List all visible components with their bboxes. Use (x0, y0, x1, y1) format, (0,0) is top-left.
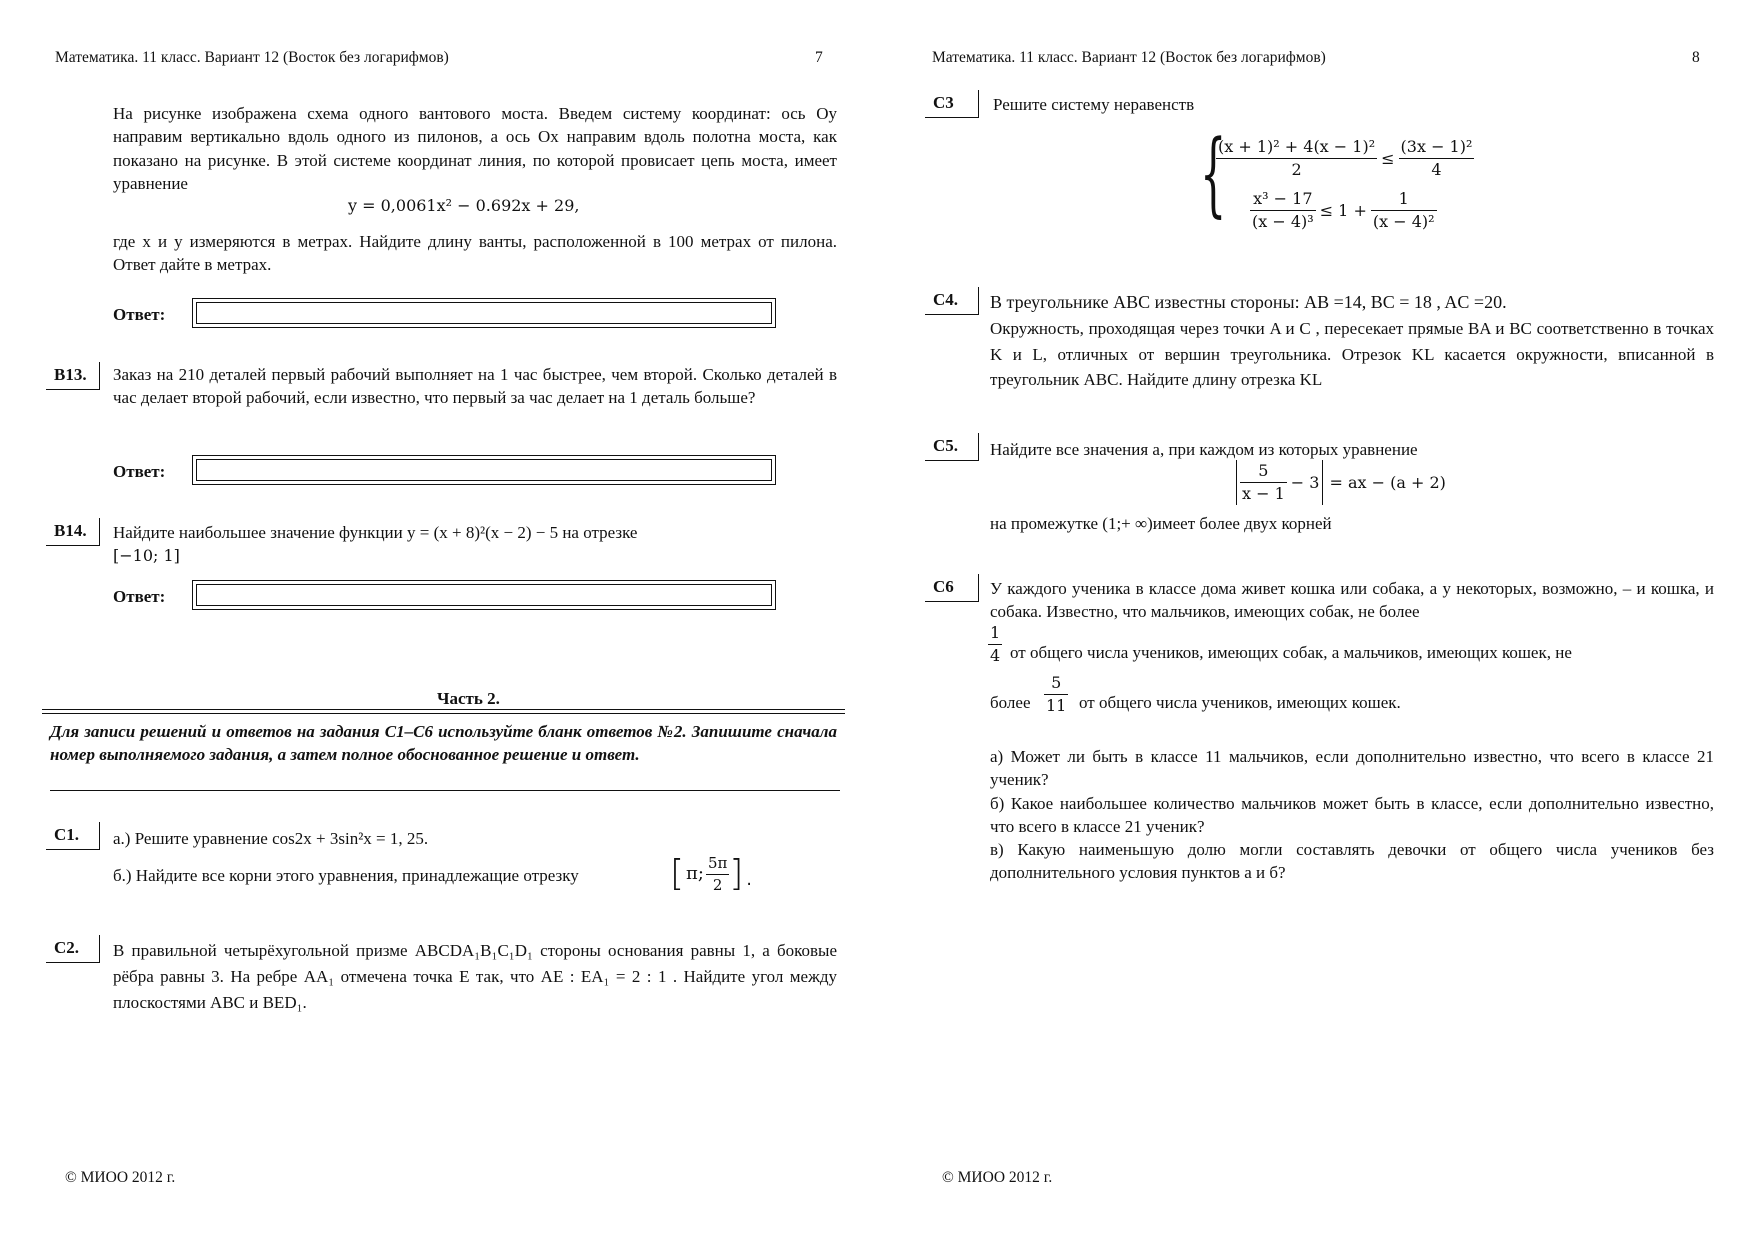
c6-part-a: а) Может ли быть в классе 11 мальчиков, если дополнительно известно, что всего в классе 21 ученик? (990, 747, 1714, 790)
c1-number: С1. (54, 825, 80, 844)
c6-frac2-num: 5 (1044, 672, 1068, 695)
c3-inequality-2 (1250, 188, 1437, 233)
c1-frac-num: 5π (706, 853, 729, 875)
c6-number-box (925, 574, 979, 602)
c6-number: С6 (933, 577, 954, 596)
c5-equation (1236, 460, 1446, 505)
intro-equation: y = 0,0061x² − 0.692x + 29, (348, 196, 580, 215)
c5-eq-rest-1: − 3 (1290, 472, 1320, 492)
b13-text: Заказ на 210 деталей первый рабочий выполняет на 1 час быстрее, чем второй. Сколько деталей в час делает второй рабочий, если известно, что первый за час делает на 1 деталь больше? (113, 365, 837, 408)
c6-part-c: в) Какую наименьшую долю могли составлять девочки от общего числа учеников без дополнительного условия пунктов а и б? (990, 840, 1714, 883)
c4-number-box (925, 287, 979, 315)
c1-number-box (46, 822, 100, 850)
c3-ineq1-rel: ≤ (1381, 148, 1395, 168)
c3-ineq1-right-num: (3x − 1)² (1399, 136, 1475, 159)
c3-number-box (925, 90, 979, 118)
c5-eq-den: x − 1 (1242, 484, 1285, 504)
answer-label-2: Ответ: (113, 462, 166, 481)
left-footer: © МИОО 2012 г. (65, 1169, 176, 1186)
part2-instruction: Для записи решений и ответов на задания С1–С6 используйте бланк ответов №2. Запишите сначала номер выполняемого задания, а затем полное обоснованное решение и ответ. (50, 722, 837, 765)
c1-interval-fraction (706, 853, 729, 895)
intro-text: На рисунке изображена схема одного вантового моста. Введем систему координат: ось Oy направим вертикально вдоль одного из пилонов, а ось Ox направим вдоль полотна моста, как показано на рисунке. В этой системе координат линия, по которой провисает цепь моста, имеет уравнение (113, 104, 837, 194)
c6-text-4: от общего числа учеников, имеющих кошек. (1079, 693, 1401, 712)
c6-text-2: от общего числа учеников, имеющих собак, а мальчиков, имеющих кошек, не (1010, 643, 1572, 662)
c4-number: С4. (933, 290, 959, 309)
c6-frac1-num: 1 (988, 622, 1002, 645)
c2-text: В правильной четырёхугольной призме ABCDA₁B₁C₁D₁ стороны основания равны 1, а боковые рёбра равны 3. На ребре AA₁ отмечена точка E так, что AE : EA₁ = 2 : 1 . Найдите угол между плоскостями ABC и BED₁. (113, 941, 837, 1012)
c3-ineq2-left-num: x³ − 17 (1250, 188, 1316, 211)
part2-title: Часть 2. (437, 689, 500, 708)
c1-frac-den: 2 (712, 875, 723, 894)
c6-text-1: У каждого ученика в классе дома живет кошка или собака, а у некоторых, возможно, – и кошка, и собака. Известно, что мальчиков, имеющих собак, не более (990, 579, 1714, 622)
c5-number: С5. (933, 436, 959, 455)
b14-number: B14. (54, 521, 87, 540)
answer-label-3: Ответ: (113, 587, 166, 606)
part2-bottom-rule (50, 790, 840, 791)
intro-text-2: где x и y измеряются в метрах. Найдите длину ванты, расположенной в 100 метрах от пилона. Ответ дайте в метрах. (113, 232, 837, 275)
c6-fraction-1 (988, 622, 1002, 667)
c1-part-a: а.) Решите уравнение cos2x + 3sin²x = 1, 25. (113, 829, 429, 848)
answer-field-1[interactable] (192, 298, 776, 328)
c3-inequality-1 (1216, 136, 1474, 181)
c3-ineq2-right-num: 1 (1371, 188, 1437, 211)
c3-text: Решите систему неравенств (993, 95, 1195, 114)
c6-part-b: б) Какое наибольшее количество мальчиков может быть в классе, если дополнительно известно, что всего в классе 21 ученик? (990, 794, 1714, 837)
b13-number: B13. (54, 365, 87, 384)
c6-frac1-den: 4 (990, 646, 1001, 666)
c2-number-box (46, 935, 100, 963)
right-page-number: 8 (1692, 49, 1700, 66)
c5-text: Найдите все значения a, при каждом из которых уравнение (990, 440, 1418, 459)
c5-eq-rest-2: = ax − (a + 2) (1329, 472, 1446, 492)
answer-field-2[interactable] (192, 455, 776, 485)
c4-line-1: В треугольнике ABC известны стороны: AB =14, BC = 18 , AC =20. (990, 292, 1507, 312)
c4-text: Окружность, проходящая через точки A и C , пересекает прямые BA и BC соответственно в точках K и L, отличных от вершин треугольника. Отрезок KL касается окружности, вписанной в треугольник ABC. Найдите длину отрезка KL (990, 319, 1714, 389)
b13-number-box (46, 362, 100, 390)
b14-text: Найдите наибольшее значение функции y = (x + 8)²(x − 2) − 5 на отрезке (113, 523, 638, 542)
part2-divider (42, 709, 845, 714)
left-header: Математика. 11 класс. Вариант 12 (Восток без логарифмов) (55, 49, 449, 66)
b14-interval: [−10; 1] (113, 546, 180, 565)
c5-text-2: на промежутке (1;+ ∞)имеет более двух корней (990, 514, 1332, 533)
c3-ineq2-left-den: (x − 4)³ (1252, 212, 1314, 232)
c6-fraction-2 (1044, 672, 1068, 717)
c1-interval: [ π; $\frac{5\pi}{2}$ ]. (670, 853, 755, 894)
c6-text-3: более (990, 693, 1031, 712)
left-page-number: 7 (815, 49, 823, 66)
c1-part-b: б.) Найдите все корни этого уравнения, принадлежащие отрезку (113, 866, 579, 885)
c3-ineq1-right-den: 4 (1431, 160, 1442, 180)
c5-eq-num: 5 (1240, 460, 1287, 483)
c1-interval-left: π; (686, 862, 704, 884)
answer-label-1: Ответ: (113, 305, 166, 324)
c3-ineq1-left-num: (x + 1)² + 4(x − 1)² (1216, 136, 1377, 159)
c3-number: С3 (933, 93, 954, 112)
right-header: Математика. 11 класс. Вариант 12 (Восток без логарифмов) (932, 49, 1326, 66)
c5-abs-value (1236, 460, 1323, 505)
c3-ineq1-left-den: 2 (1291, 160, 1302, 180)
c5-number-box (925, 433, 979, 461)
c3-ineq2-mid: ≤ 1 + (1319, 200, 1367, 220)
c3-ineq2-right-den: (x − 4)² (1372, 212, 1435, 232)
answer-field-3[interactable] (192, 580, 776, 610)
b14-number-box (46, 518, 100, 546)
right-footer: © МИОО 2012 г. (942, 1169, 1053, 1186)
c6-frac2-den: 11 (1046, 696, 1067, 716)
c2-number: С2. (54, 938, 80, 957)
